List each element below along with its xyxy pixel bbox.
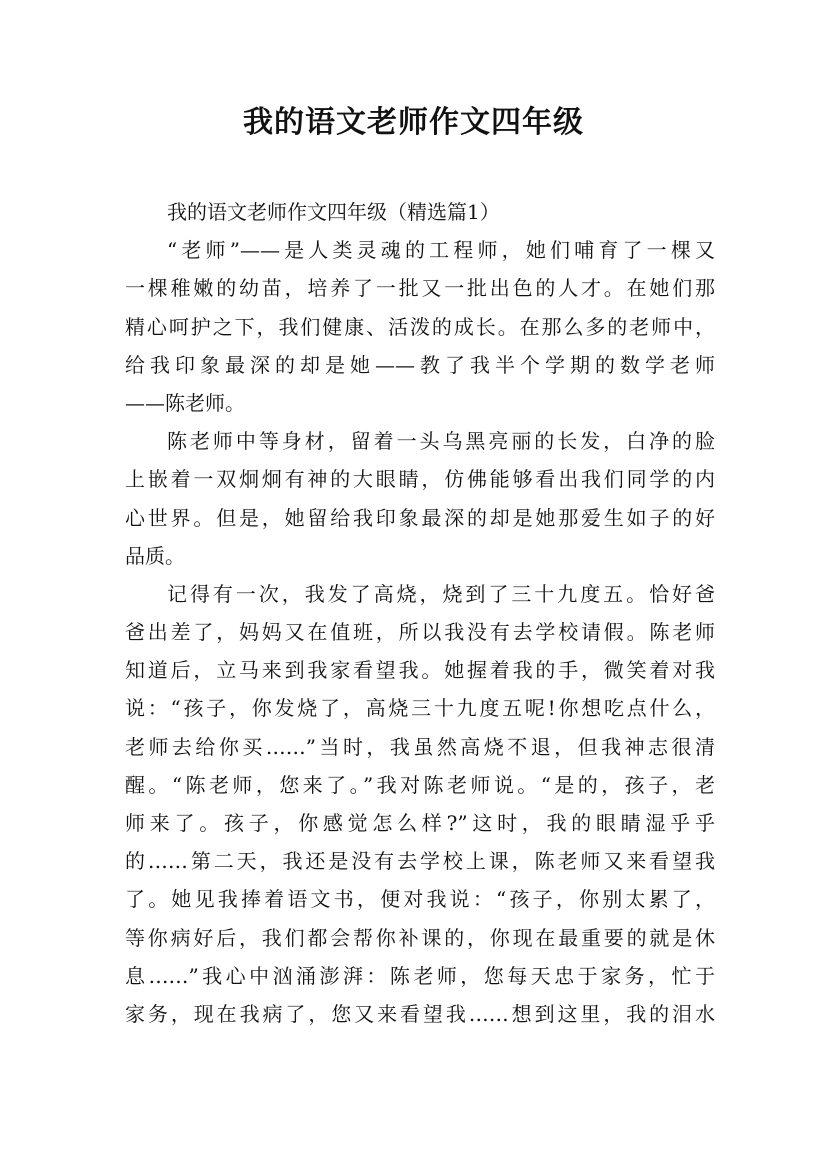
paragraph-line: 陈老师中等身材，留着一头乌黑亮丽的长发，白净的脸 bbox=[167, 429, 715, 454]
paragraph-line: 爸出差了，妈妈又在值班，所以我没有去学校请假。陈老师 bbox=[125, 620, 715, 645]
paragraph-line: 醒。“陈老师，您来了。”我对陈老师说。“是的，孩子，老 bbox=[125, 772, 715, 797]
paragraph-line: ——陈老师。 bbox=[125, 390, 245, 415]
document-title: 我的语文老师作文四年级 bbox=[243, 105, 584, 140]
paragraph-line: 了。她见我捧着语文书，便对我说：“孩子，你别太累了， bbox=[125, 887, 715, 912]
paragraph-line: 记得有一次，我发了高烧，烧到了三十九度五。恰好爸 bbox=[167, 581, 715, 606]
paragraph-line: 等你病好后，我们都会帮你补课的，你现在最重要的就是休 bbox=[125, 925, 715, 950]
paragraph-line: 给我印象最深的却是她——教了我半个学期的数学老师 bbox=[125, 352, 715, 377]
paragraph-line: 上嵌着一双炯炯有神的大眼睛，仿佛能够看出我们同学的内 bbox=[125, 467, 715, 492]
paragraph-line: 老师去给你买……”当时，我虽然高烧不退，但我神志很清 bbox=[125, 734, 715, 759]
paragraph-line: 的……第二天，我还是没有去学校上课，陈老师又来看望我 bbox=[125, 849, 715, 874]
section-heading: 我的语文老师作文四年级（精选篇1） bbox=[167, 200, 500, 224]
paragraph-line: 一棵稚嫩的幼苗，培养了一批又一批出色的人才。在她们那 bbox=[125, 276, 715, 301]
paragraph-line: 精心呵护之下，我们健康、活泼的成长。在那么多的老师中， bbox=[125, 314, 715, 339]
paragraph-line: 品质。 bbox=[125, 543, 185, 568]
paragraph-line: “老师”——是人类灵魂的工程师，她们哺育了一棵又 bbox=[167, 238, 715, 263]
document-body bbox=[125, 193, 715, 1033]
paragraph-line: 息……”我心中汹涌澎湃：陈老师，您每天忠于家务，忙于 bbox=[125, 963, 715, 988]
paragraph-line: 家务，现在我病了，您又来看望我……想到这里，我的泪水 bbox=[125, 1001, 715, 1026]
paragraph-line: 知道后，立马来到我家看望我。她握着我的手，微笑着对我 bbox=[125, 658, 715, 683]
paragraph-line: 师来了。孩子，你感觉怎么样?”这时，我的眼睛湿乎乎 bbox=[125, 811, 715, 835]
paragraph-line: 心世界。但是，她留给我印象最深的却是她那爱生如子的好 bbox=[125, 505, 715, 530]
paragraph-line: 说：“孩子，你发烧了，高烧三十九度五呢!你想吃点什么， bbox=[125, 696, 715, 721]
